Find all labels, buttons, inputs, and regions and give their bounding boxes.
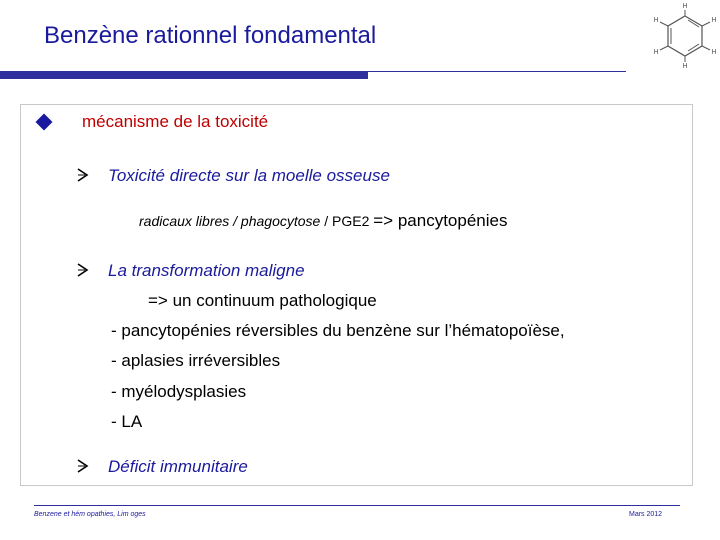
svg-text:H: H — [653, 49, 659, 56]
footer-source: Benzene et hém opathies, Lim oges — [34, 511, 146, 518]
sub-line: - aplasies irréversibles — [111, 351, 281, 370]
svg-text:H: H — [653, 17, 659, 24]
arrow-bullet-icon — [76, 262, 90, 278]
sub-line: - pancytopénies réversibles du benzène sur l’hématopoïèse, — [111, 321, 565, 340]
benzene-structure-icon — [648, 2, 720, 68]
sub-line: - LA — [111, 412, 143, 431]
arrow-bullet-icon — [76, 167, 90, 183]
footer-divider — [34, 505, 680, 506]
sub-line: - myélodysplasies — [111, 382, 247, 401]
svg-text:H: H — [682, 3, 688, 10]
svg-text:H: H — [682, 63, 688, 68]
item-immune-deficit: Déficit immunitaire — [108, 457, 248, 476]
footer-date: Mars 2012 — [629, 511, 663, 518]
item-direct-toxicity: Toxicité directe sur la moelle osseuse — [108, 166, 390, 185]
continuum-line: => un continuum pathologique — [148, 291, 377, 310]
svg-text:H: H — [711, 49, 717, 56]
svg-text:H: H — [711, 17, 717, 24]
section-heading: mécanisme de la toxicité — [82, 112, 269, 131]
detail-pge2: / PGE2 — [320, 213, 374, 229]
arrow-bullet-icon — [76, 458, 90, 474]
detail-pancytopenia: => pancytopénies — [373, 211, 508, 230]
title-underline — [368, 71, 626, 72]
item-malignant-transformation: La transformation maligne — [108, 261, 305, 280]
direct-toxicity-detail — [139, 211, 507, 231]
slide-title: Benzène rationnel fondamental — [44, 22, 377, 49]
detail-radicals: radicaux libres / phagocytose — [139, 213, 321, 229]
title-accent-bar — [0, 71, 368, 79]
